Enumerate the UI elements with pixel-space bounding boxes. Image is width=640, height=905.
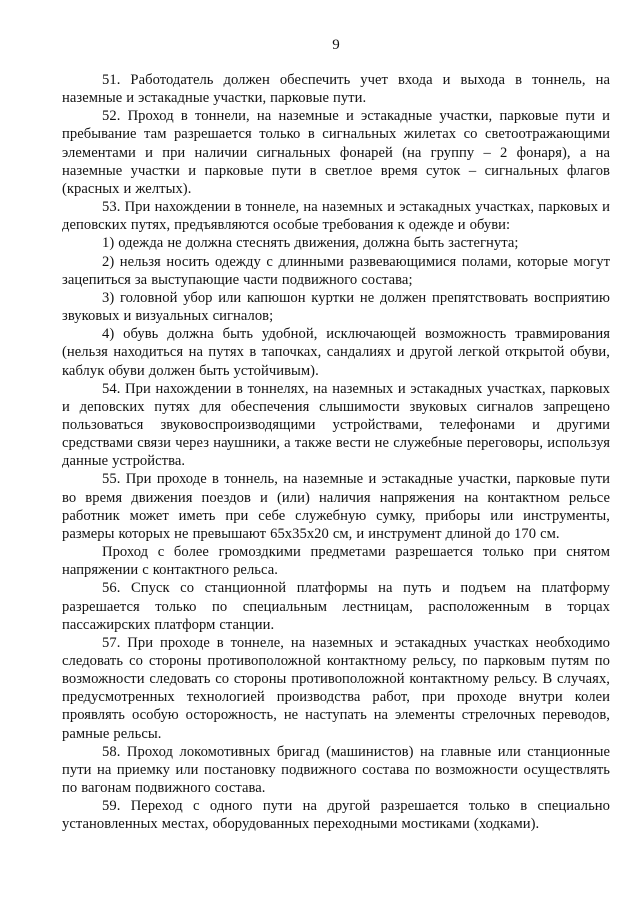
paragraph-57: 57. При проходе в тоннеле, на наземных и эстакадных участках необходимо следовать со стороны противоположной контактному рельсу, по парковым путям по возможности следовать со стороны противоположной контактному рельсу. В случаях, предусмотренных технологией производства работ, при проходе внутри колеи проявлять особую осторожность, не наступать на элементы стрелочных переводов, рамные рельсы. (62, 634, 610, 742)
list-item-2: 2) нельзя носить одежду с длинными развевающимися полами, которые могут зацепиться за выступающие части подвижного состава; (62, 253, 610, 288)
paragraph-58: 58. Проход локомотивных бригад (машинистов) на главные или станционные пути на приемку или постановку подвижного состава по возможности осуществлять по вагонам подвижного состава. (62, 743, 610, 797)
paragraph-54: 54. При нахождении в тоннелях, на наземных и эстакадных участках, парковых и деповских путях для обеспечения слышимости звуковых сигналов запрещено пользоваться звуковоспроизводящими устройствами, телефонами и другими средствами связи через наушники, а также вести не служебные переговоры, используя данные устройства. (62, 380, 610, 470)
list-item-4: 4) обувь должна быть удобной, исключающей возможность травмирования (нельзя находиться на путях в тапочках, сандалиях и другой легкой открытой обуви, каблук обуви должен быть устойчивым). (62, 326, 610, 379)
paragraph-53: 53. При нахождении в тоннеле, на наземных и эстакадных участках, парковых и деповских путях, предъявляются особые требования к одежде и обуви: (62, 199, 610, 234)
page-number: 9 (332, 37, 340, 53)
list-item-1: 1) одежда не должна стеснять движения, должна быть застегнута; (102, 235, 519, 252)
document-page (62, 36, 610, 834)
paragraph-55: 55. При проходе в тоннель, на наземные и эстакадные участки, парковые пути во время движения поездов и (или) наличия напряжения на контактном рельсе работник может иметь при себе служебную сумку, приборы или инструменты, размеры которых не превышают 65х35х20 см, и инструмент длиной до 170 см. (62, 471, 610, 542)
paragraph-51: 51. Работодатель должен обеспечить учет входа и выхода в тоннель, на наземные и эстакадные участки, парковые пути. (62, 72, 610, 107)
paragraph-56: 56. Спуск со станционной платформы на путь и подъем на платформу разрешается только по специальным лестницам, расположенным в торцах пассажирских платформ станции. (62, 580, 610, 633)
paragraph-52: 52. Проход в тоннели, на наземные и эстакадные участки, парковые пути и пребывание там разрешается только в сигнальных жилетах со светоотражающими элементами и при наличии сигнальных фонарей (на группу – 2 фонаря), а на наземные участки и парковые пути в светлое время суток – сигнальных флагов (красных и желтых). (62, 108, 610, 197)
list-item-3: 3) головной убор или капюшон куртки не должен препятствовать восприятию звуковых и визуальных сигналов; (62, 289, 610, 325)
paragraph-59: 59. Переход с одного пути на другой разрешается только в специально установленных местах, оборудованных переходными мостиками (ходками). (62, 798, 610, 833)
paragraph-55-note: Проход с более громоздкими предметами разрешается только при снятом напряжении с контактного рельса. (62, 544, 610, 579)
